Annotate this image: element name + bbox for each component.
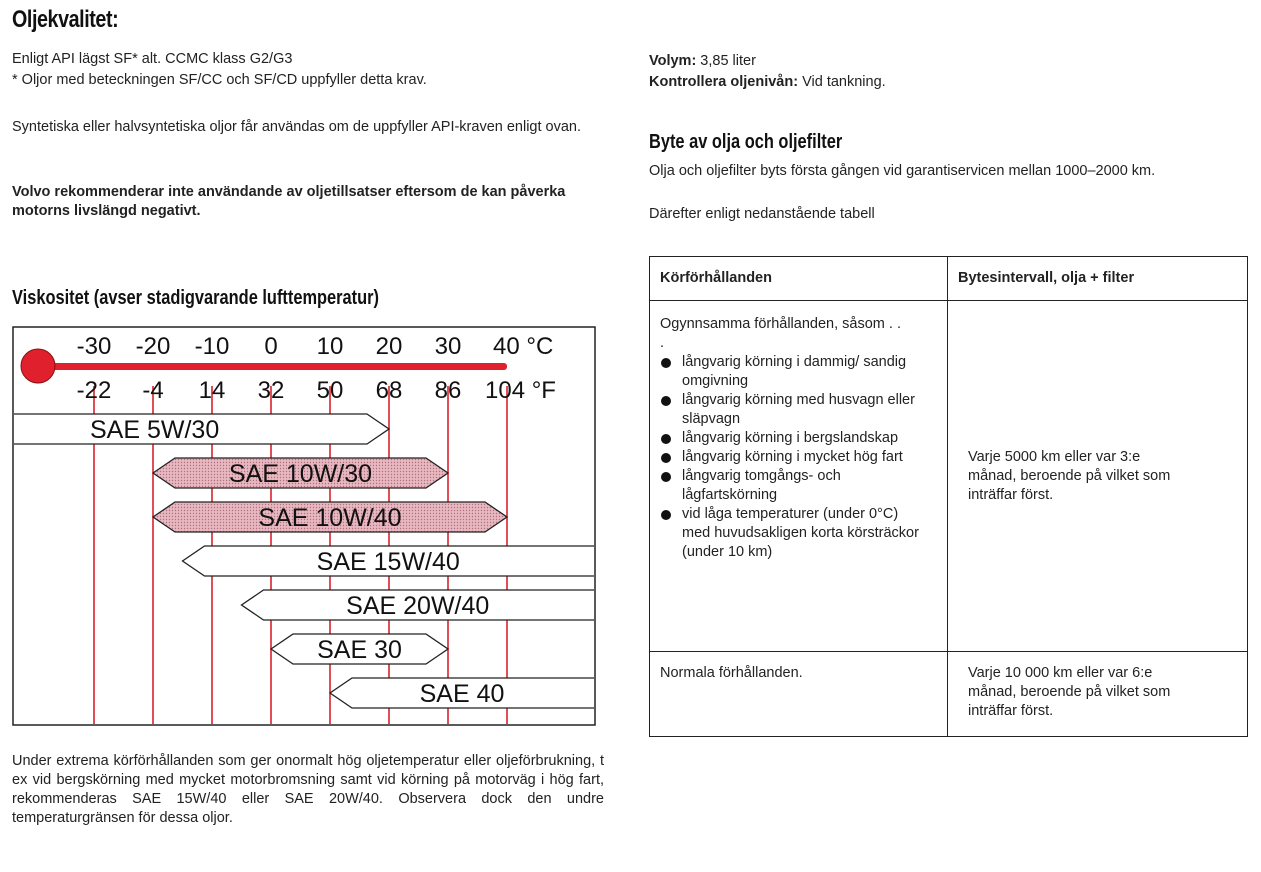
viscosity-bar-label: SAE 20W/40 [346,592,490,620]
viscosity-bar-label: SAE 15W/40 [316,548,460,576]
header-interval: Bytesintervall, olja + filter [948,257,1248,301]
check-value: Vid tankning. [798,74,886,90]
footnote: * Oljor med beteckningen SF/CC och SF/CD uppfyller detta krav. [12,72,427,88]
viscosity-bar-label: SAE 5W/30 [90,416,220,444]
header-conditions: Körförhållanden [650,257,948,301]
fahrenheit-tick-label: 104 °F [485,377,556,404]
thermometer-bulb [21,349,55,383]
extreme-conditions-note: Under extrema körförhållanden som ger onormalt hög oljetemperatur eller oljeförbrukning, t ex vid bergskörning med mycket motorbromsning samt vid körning på motorväg i hög fart, rekommenderas SAE 15W/40 eller SAE 20W/40. Observera dock den undre temperaturgränsen för dessa oljor. [12,753,604,826]
viscosity-heading: Viskositet (avser stadigvarande lufttemperatur) [12,287,380,309]
fahrenheit-tick-label: 14 [198,377,226,404]
row2-label: Normala förhållanden. [650,652,948,737]
page-title: Oljekvalitet: [12,6,119,33]
viscosity-bar-label: SAE 30 [317,636,402,664]
additive-warning: Volvo rekommenderar inte användande av oljetillsatser eftersom de kan påverka motorns livslängd negativt. [12,184,566,219]
list-item: långvarig körning med husvagn eller släpvagn [660,391,920,429]
volume-line [649,52,1249,71]
thermometer-tube [34,363,507,370]
row1-interval: Varje 5000 km eller var 3:e månad, beroende på vilket som inträffar först. [968,448,1171,503]
list-item: långvarig körning i bergslandskap [660,429,920,448]
fahrenheit-tick-label: -4 [142,377,164,404]
list-item: långvarig tomgångs- och lågfartskörning [660,467,920,505]
row2-interval: Varje 10 000 km eller var 6:e månad, beroende på vilket som inträffar först. [968,665,1171,719]
service-interval-table [649,256,1248,737]
celsius-tick-label: -20 [135,333,171,360]
api-requirement: Enligt API lägst SF* alt. CCMC klass G2/G3 [12,51,293,67]
celsius-tick-label: -30 [76,333,112,360]
table-header-row [650,257,1248,301]
then-text: Därefter enligt nedanstående tabell [649,206,875,222]
celsius-tick-label: 30 [434,333,462,360]
list-item: långvarig körning i dammig/ sandig omgivning [660,353,920,391]
row1-intro: Ogynnsamma förhållanden, såsom . . . [660,316,901,351]
viscosity-bar-label: SAE 40 [419,680,505,708]
fahrenheit-tick-label: -22 [76,377,112,404]
synthetic-note: Syntetiska eller halvsyntetiska oljor får användas om de uppfyller API-kraven enligt ovan. [12,119,582,135]
condition-list [660,353,920,562]
fahrenheit-tick-label: 86 [434,377,462,404]
viscosity-bar-label: SAE 10W/30 [228,460,373,488]
oil-change-text: Olja och oljefilter byts första gången vid garantiservicen mellan 1000–2000 km. [649,163,1156,179]
oil-change-heading: Byte av olja och oljefilter [649,131,843,153]
fahrenheit-tick-label: 32 [257,377,285,404]
list-item: vid låga temperaturer (under 0°C) med huvudsakligen korta körsträckor (under 10 km) [660,505,920,562]
celsius-tick-label: -10 [194,333,230,360]
check-line [649,73,1249,92]
table-row [650,652,1248,737]
celsius-tick-label: 40 °C [493,333,554,360]
table-row [650,301,1248,652]
celsius-tick-label: 20 [375,333,403,360]
volume-label: Volym: [649,53,697,69]
volume-value: 3,85 liter [696,53,756,69]
celsius-tick-label: 10 [316,333,344,360]
fahrenheit-tick-label: 50 [316,377,344,404]
list-item: långvarig körning i mycket hög fart [660,448,920,467]
viscosity-chart [12,326,596,726]
celsius-tick-label: 0 [264,333,278,360]
check-label: Kontrollera oljenivån: [649,74,799,90]
fahrenheit-tick-label: 68 [375,377,403,404]
viscosity-bar-label: SAE 10W/40 [258,504,402,532]
